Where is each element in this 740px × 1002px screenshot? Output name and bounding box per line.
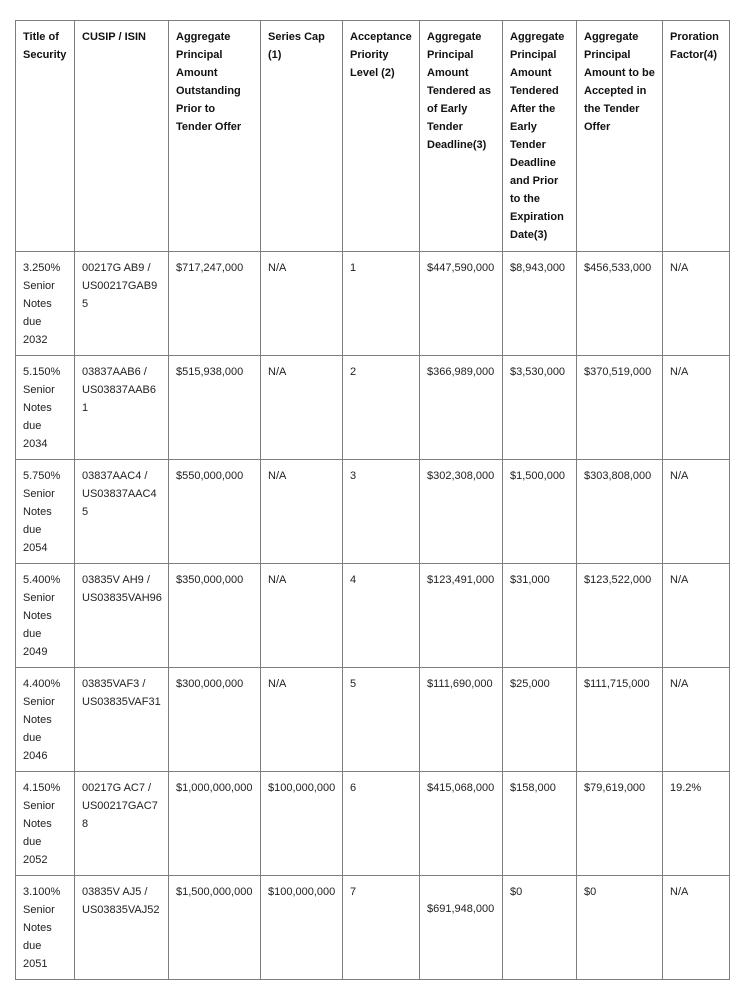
cell-cusip-isin: 03837AAB6 / US03837AAB61 [75,356,169,460]
header-tendered-after-early: Aggregate Principal Amount Tendered After the Early Tender Deadline and Prior to the Expiration Date(3) [503,21,577,252]
cell-series-cap: $100,000,000 [261,772,343,876]
cell-series-cap: N/A [261,460,343,564]
cell-tendered-after: $1,500,000 [503,460,577,564]
cell-proration: N/A [663,356,730,460]
header-amount-accepted: Aggregate Principal Amount to be Accepted in the Tender Offer [577,21,663,252]
cell-accepted: $0 [577,876,663,980]
cell-tendered-early-value: $691,948,000 [427,903,495,915]
cell-cusip-isin: 00217G AB9 / US00217GAB95 [75,252,169,356]
cell-tendered-early: $415,068,000 [420,772,503,876]
cell-outstanding: $300,000,000 [169,668,261,772]
table-row [16,876,730,980]
cell-accepted: $111,715,000 [577,668,663,772]
cell-accepted: $303,808,000 [577,460,663,564]
cell-title: 4.400% Senior Notes due 2046 [16,668,75,772]
cell-cusip-isin: 03835VAF3 / US03835VAF31 [75,668,169,772]
cell-proration: N/A [663,564,730,668]
cell-priority: 1 [343,252,420,356]
cell-title: 5.750% Senior Notes due 2054 [16,460,75,564]
cell-proration: N/A [663,252,730,356]
header-tendered-early: Aggregate Principal Amount Tendered as of Early Tender Deadline(3) [420,21,503,252]
cell-title: 3.100% Senior Notes due 2051 [16,876,75,980]
cell-tendered-after: $158,000 [503,772,577,876]
cell-tendered-after: $0 [503,876,577,980]
tender-offer-results-table [15,20,730,980]
cell-cusip-isin: 03835V AH9 / US03835VAH96 [75,564,169,668]
cell-tendered-after: $3,530,000 [503,356,577,460]
cell-series-cap: N/A [261,356,343,460]
cell-outstanding: $1,500,000,000 [169,876,261,980]
cell-tendered-after: $8,943,000 [503,252,577,356]
table-row [16,668,730,772]
header-title-of-security: Title of Security [16,21,75,252]
cell-outstanding: $1,000,000,000 [169,772,261,876]
table-row [16,460,730,564]
cell-accepted: $123,522,000 [577,564,663,668]
cell-cusip-isin: 00217G AC7 / US00217GAC78 [75,772,169,876]
cell-tendered-early: $447,590,000 [420,252,503,356]
cell-title: 5.400% Senior Notes due 2049 [16,564,75,668]
cell-title: 4.150% Senior Notes due 2052 [16,772,75,876]
cell-tendered-early: $302,308,000 [420,460,503,564]
table-row [16,356,730,460]
cell-accepted: $456,533,000 [577,252,663,356]
header-acceptance-priority: Acceptance Priority Level (2) [343,21,420,252]
cell-outstanding: $350,000,000 [169,564,261,668]
cell-priority: 6 [343,772,420,876]
cell-outstanding: $550,000,000 [169,460,261,564]
header-cusip-isin: CUSIP / ISIN [75,21,169,252]
cell-series-cap: N/A [261,668,343,772]
cell-priority: 5 [343,668,420,772]
cell-priority: 2 [343,356,420,460]
header-series-cap: Series Cap (1) [261,21,343,252]
header-proration-factor: Proration Factor(4) [663,21,730,252]
cell-series-cap: N/A [261,252,343,356]
table-row [16,564,730,668]
cell-title: 3.250% Senior Notes due 2032 [16,252,75,356]
cell-proration: 19.2% [663,772,730,876]
table-header-row [16,21,730,252]
cell-title: 5.150% Senior Notes due 2034 [16,356,75,460]
cell-outstanding: $515,938,000 [169,356,261,460]
table-row [16,252,730,356]
cell-cusip-isin: 03835V AJ5 / US03835VAJ52 [75,876,169,980]
cell-proration: N/A [663,668,730,772]
cell-tendered-early: $123,491,000 [420,564,503,668]
cell-proration: N/A [663,876,730,980]
cell-accepted: $79,619,000 [577,772,663,876]
cell-series-cap: $100,000,000 [261,876,343,980]
cell-series-cap: N/A [261,564,343,668]
cell-outstanding: $717,247,000 [169,252,261,356]
cell-tendered-after: $31,000 [503,564,577,668]
cell-priority: 7 [343,876,420,980]
cell-tendered-after: $25,000 [503,668,577,772]
cell-cusip-isin: 03837AAC4 / US03837AAC45 [75,460,169,564]
table-row [16,772,730,876]
cell-proration: N/A [663,460,730,564]
cell-accepted: $370,519,000 [577,356,663,460]
header-outstanding-amount: Aggregate Principal Amount Outstanding Prior to Tender Offer [169,21,261,252]
cell-tendered-early: $111,690,000 [420,668,503,772]
cell-priority: 3 [343,460,420,564]
cell-priority: 4 [343,564,420,668]
cell-tendered-early: $366,989,000 [420,356,503,460]
cell-tendered-early [420,876,503,980]
